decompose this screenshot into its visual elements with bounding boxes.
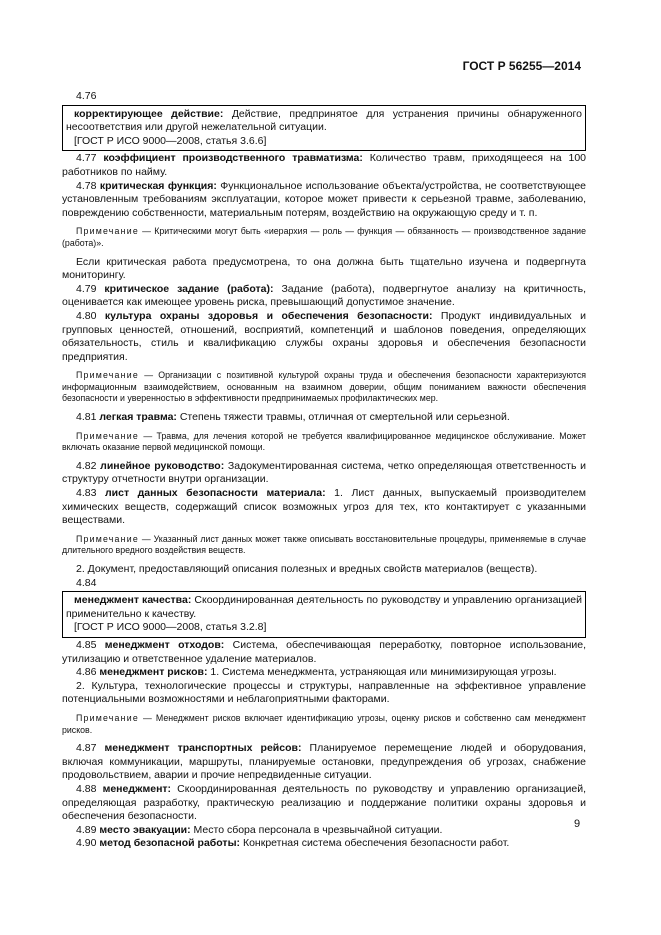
definition: 1. Система менеджмента, устраняющая или минимизирующая угрозы.: [207, 666, 557, 679]
definition: Скоординированная деятельность по руководству и управлению организацией, определяющая разработку, практическую реализацию и поддержание политики охраны здоровья и обеспечения безопасности.: [62, 782, 586, 823]
definition: Продукт индивидуальных и групповых ценностей, отношений, восприятий, компетенций и шаблонов поведения, определяющих обязательность, стиль и квалификацию службы охраны здоровья и обеспечения безопасности предприятия.: [62, 309, 587, 363]
quoted-definition-box: [62, 105, 586, 152]
page-number: 9: [574, 818, 581, 830]
entry-4-88: 4.88 менеджмент: Скоординированная деятельность по руководству и управлению организацией, определяющая разработку, практическую реализацию и поддержание политики охраны здоровья и обеспечения безопасности.: [62, 782, 586, 823]
note: Примечание — Указанный лист данных может также описывать восстановительные процедуры, применяемые в случае длительного вредного воздействия веществ.: [62, 533, 586, 556]
entry-4-89: 4.89 место эвакуации: Место сбора персонала в чрезвычайной ситуации.: [76, 823, 443, 836]
term: менеджмент транспортных рейсов:: [104, 742, 302, 755]
term: место эвакуации:: [99, 823, 191, 836]
entry-number: 4.76: [76, 90, 97, 102]
definition: 1. Лист данных, выпускаемый производителем химических веществ, содержащий список возможных угроз для тех, кто контактирует с указанными веществами.: [62, 487, 586, 527]
definition: Планируемое перемещение людей и оборудования, включая коммуникации, маршруты, планируемые остановки, предупреждения об угрозах, снабжение продовольствием, аварии и прочие непредвиденные ситуации.: [62, 742, 586, 782]
document-body: [62, 90, 586, 851]
term: критическое задание (работа):: [104, 282, 274, 295]
term: критическая функция:: [99, 179, 217, 192]
note: Примечание — Травма, для лечения которой не требуется квалифицированное медицинское обслуживание. Может включать оказание первой медицинской помощи.: [62, 430, 586, 453]
definition: Задокументированная система, четко определяющая ответственность и структуру отчетности внутри организации.: [62, 459, 586, 486]
definition: Степень тяжести травмы, отличная от смертельной или серьезной.: [176, 411, 510, 424]
term: коэффициент производственного травматизма:: [103, 152, 363, 165]
entry-4-78: 4.78 критическая функция: Функциональное использование объекта/устройства, не соответствующее установленным требованиям эксплуатации, которое может привести к серьезной травме, заболеванию, повреждению собственности, материальным потерям, воздействию на окружающую среду и т. п.: [62, 179, 586, 219]
definition: Конкретная система обеспечения безопасности работ.: [240, 837, 510, 850]
entry-4-80: 4.80 культура охраны здоровья и обеспечения безопасности: Продукт индивидуальных и групповых ценностей, отношений, восприятий, компетенций и шаблонов поведения, определяющих обязательность, стиль и квалификацию службы охраны здоровья и обеспечения безопасности предприятия.: [62, 309, 587, 363]
entry-4-85: 4.85 менеджмент отходов: Система, обеспечивающая переработку, повторное использование, утилизацию и ответственное удаление материалов.: [62, 638, 586, 665]
term: менеджмент отходов:: [104, 638, 225, 651]
term: менеджмент:: [102, 782, 172, 795]
definition: Место сбора персонала в чрезвычайной ситуации.: [190, 823, 443, 836]
term: менеджмент качества:: [74, 594, 192, 607]
note: Примечание — Критическими могут быть «иерархия — роль — функция — обязанность — производственное задание (работа)».: [62, 226, 586, 248]
quoted-definition-box: [62, 591, 586, 638]
definition: Задание (работа), подвергнутое анализу на критичность, оценивается как имеющее уровень риска, превышающий допустимое значение.: [62, 282, 587, 309]
entry-4-81: 4.81 легкая травма: Степень тяжести травмы, отличная от смертельной или серьезной.: [76, 411, 510, 424]
paragraph: Если критическая работа предусмотрена, то она должна быть тщательно изучена и подвергнута мониторингу.: [62, 255, 586, 282]
definition: Скоординированная деятельность по руководству и управлению организацией применительно к качеству.: [66, 594, 583, 620]
entry-4-90: 4.90 метод безопасной работы: Конкретная система обеспечения безопасности работ.: [76, 837, 510, 850]
definition: Функциональное использование объекта/устройства, не соответствующее установленным требованиям эксплуатации, которое может привести к серьезной травме, заболеванию, повреждению собственности, материальным потерям, воздействию на окружающую среду и т. п.: [62, 179, 586, 219]
paragraph: 2. Документ, предоставляющий описания полезных и вредных свойств материалов (веществ).: [76, 563, 538, 575]
note: Примечание — Организации с позитивной культурой охраны труда и обеспечения безопасности характеризуются информационным взаимодействием, основанным на взаимном доверии, общим пониманием важности обеспечения безопасности и уверенностью в эффективности предпринимаемых профилактических мер.: [62, 370, 586, 404]
entry-4-77: 4.77 коэффициент производственного травматизма: Количество травм, приходящееся на 100 работников по найму.: [62, 152, 586, 178]
term: менеджмент рисков:: [99, 666, 208, 679]
entry-4-79: 4.79 критическое задание (работа): Задание (работа), подвергнутое анализу на критичность, оценивается как имеющее уровень риска, превышающий допустимое значение.: [62, 282, 587, 309]
term: легкая травма:: [99, 411, 177, 424]
standard-designation: ГОСТ Р 56255—2014: [462, 59, 581, 73]
term: метод безопасной работы:: [99, 837, 241, 850]
definition: Действие, предпринятое для устранения причины обнаруженного несоответствия или другой нежелательной ситуации.: [66, 107, 582, 134]
entry-4-86: 4.86 менеджмент рисков: 1. Система менеджмента, устраняющая или минимизирующая угрозы.: [76, 666, 557, 679]
term: корректирующее действие:: [74, 107, 224, 120]
entry-4-87: 4.87 менеджмент транспортных рейсов: Планируемое перемещение людей и оборудования, включая коммуникации, маршруты, планируемые остановки, предупреждения об угрозах, снабжение продовольствием, аварии и прочие непредвиденные ситуации.: [62, 742, 586, 782]
definition: Система, обеспечивающая переработку, повторное использование, утилизацию и ответственное удаление материалов.: [62, 638, 586, 665]
entry-number: 4.84: [76, 576, 97, 589]
note: Примечание — Менеджмент рисков включает идентификацию угрозы, оценку рисков и собственно сам менеджмент рисков.: [62, 712, 586, 735]
term: лист данных безопасности материала:: [104, 487, 326, 500]
term: линейное руководство:: [100, 459, 225, 472]
source-reference: [ГОСТ Р ИСО 9000—2008, статья 3.2.8]: [74, 621, 267, 634]
source-reference: [ГОСТ Р ИСО 9000—2008, статья 3.6.6]: [74, 134, 267, 147]
paragraph: 2. Культура, технологические процессы и структуры, направленные на эффективное управление потенциальными возможностями и неблагоприятными факторами.: [62, 679, 586, 706]
entry-4-82: 4.82 линейное руководство: Задокументированная система, четко определяющая ответственность и структуру отчетности внутри организации.: [62, 459, 586, 486]
definition: Количество травм, приходящееся на 100 работников по найму.: [62, 152, 586, 178]
entry-4-83: 4.83 лист данных безопасности материала: 1. Лист данных, выпускаемый производителем химических веществ, содержащий список возможных угроз для тех, кто контактирует с указанными веществами.: [62, 487, 586, 527]
term: культура охраны здоровья и обеспечения безопасности:: [104, 309, 433, 322]
